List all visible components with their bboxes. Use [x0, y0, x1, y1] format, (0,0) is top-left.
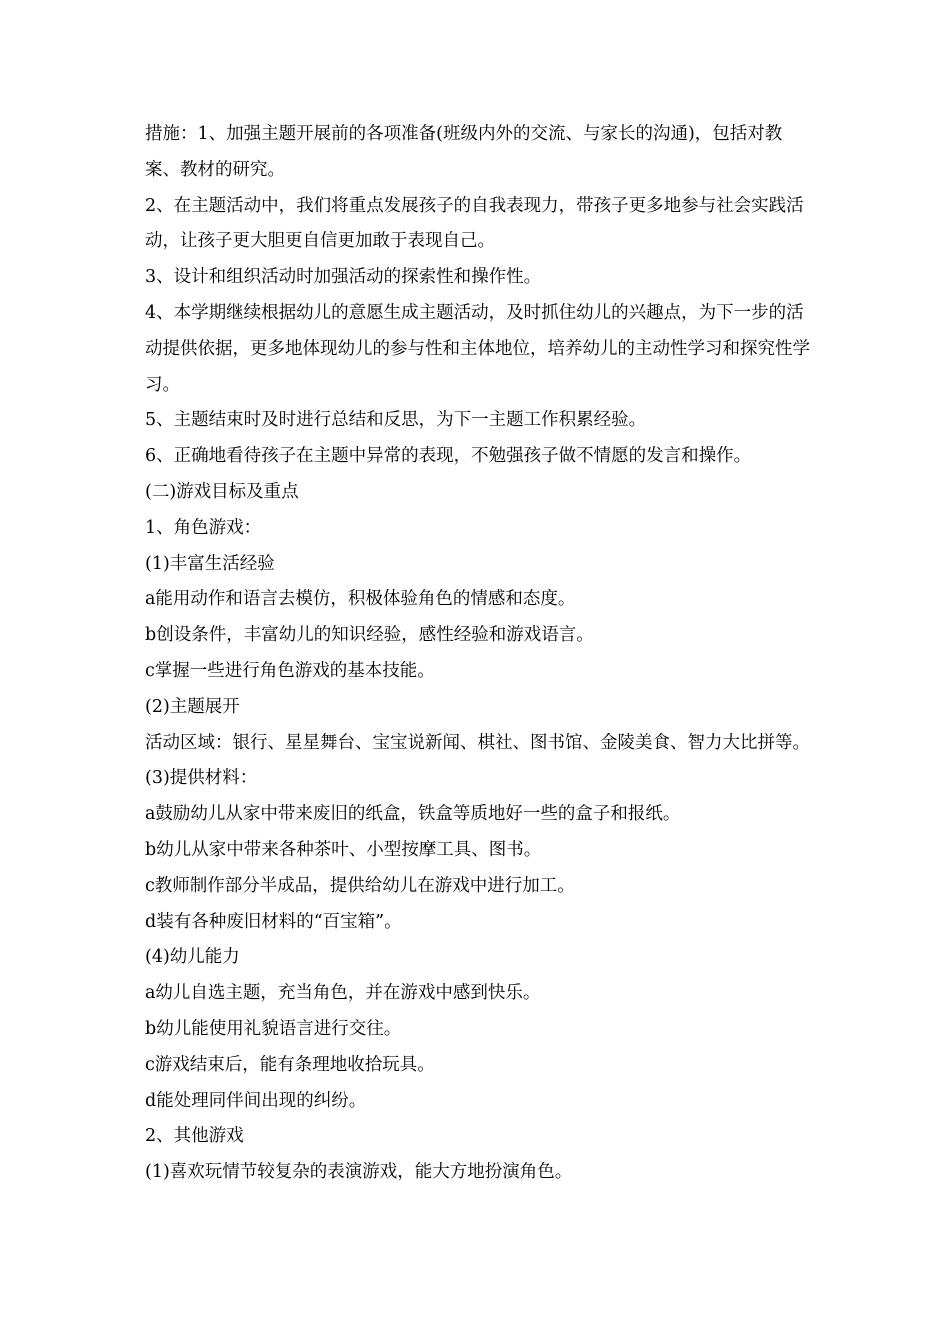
list-item: d装有各种废旧材料的“百宝箱”。 [145, 911, 402, 932]
subheading-child-ability: (4)幼儿能力 [145, 947, 240, 968]
list-item: b创设条件，丰富幼儿的知识经验，感性经验和游戏语言。 [145, 625, 594, 646]
subheading-theme-unfold: (2)主题展开 [145, 696, 240, 717]
list-item: d能处理同伴间出现的纠纷。 [145, 1090, 367, 1111]
list-item: a幼儿自选主题，充当角色，并在游戏中感到快乐。 [145, 983, 541, 1004]
subheading-other-games: 2、其他游戏 [145, 1126, 244, 1147]
list-item: b幼儿从家中带来各种茶叶、小型按摩工具、图书。 [145, 839, 542, 860]
section-heading-game-goals: (二)游戏目标及重点 [145, 481, 299, 502]
paragraph-activity-areas: 活动区域：银行、星星舞台、宝宝说新闻、棋社、图书馆、金陵美食、智力大比拼等。 [145, 732, 810, 753]
list-item: a能用动作和语言去模仿，积极体验角色的情感和态度。 [145, 589, 576, 610]
subheading-role-play: 1、角色游戏： [145, 517, 262, 538]
list-item: c掌握一些进行角色游戏的基本技能。 [145, 660, 435, 681]
list-item: a鼓励幼儿从家中带来废旧的纸盒，铁盒等质地好一些的盒子和报纸。 [145, 804, 681, 825]
subheading-materials: (3)提供材料： [145, 768, 258, 789]
list-item: b幼儿能使用礼貌语言进行交往。 [145, 1018, 402, 1039]
paragraph-measures-4: 4、本学期继续根据幼儿的意愿生成主题活动，及时抓住幼儿的兴趣点，为下一步的活动提供依据，更多地体现幼儿的参与性和主体地位，培养幼儿的主动性学习和探究性学习。 [145, 302, 810, 395]
paragraph-measures-1: 措施：1、加强主题开展前的各项准备(班级内外的交流、与家长的沟通)，包括对教案、教材的研究。 [145, 124, 783, 180]
paragraph-measures-2: 2、在主题活动中，我们将重点发展孩子的自我表现力，带孩子更多地参与社会实践活动，让孩子更大胆更自信更加敢于表现自己。 [145, 195, 804, 252]
paragraph-measures-3: 3、设计和组织活动时加强活动的探索性和操作性。 [145, 267, 542, 288]
paragraph-measures-5: 5、主题结束时及时进行总结和反思，为下一主题工作积累经验。 [145, 410, 647, 431]
subheading-enrich-experience: (1)丰富生活经验 [145, 553, 275, 574]
list-item: c教师制作部分半成品，提供给幼儿在游戏中进行加工。 [145, 875, 575, 896]
paragraph-measures-6: 6、正确地看待孩子在主题中异常的表现，不勉强孩子做不情愿的发言和操作。 [145, 446, 752, 467]
list-item: c游戏结束后，能有条理地收拾玩具。 [145, 1054, 435, 1075]
list-item: (1)喜欢玩情节较复杂的表演游戏，能大方地扮演角色。 [145, 1162, 573, 1183]
document-body [145, 117, 813, 1191]
